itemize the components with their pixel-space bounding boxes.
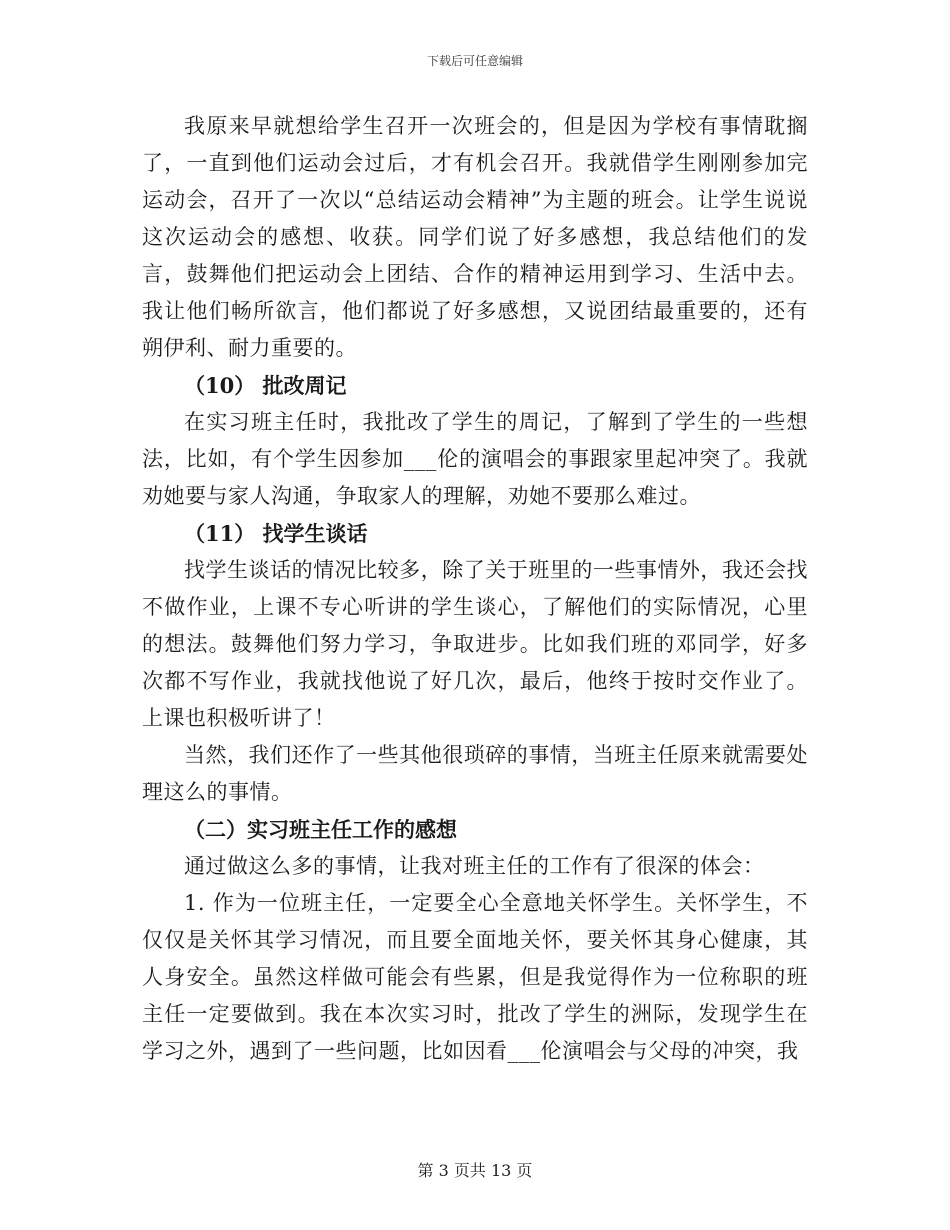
section-heading-weekly-journal: （10） 批改周记 bbox=[184, 373, 347, 398]
paragraph-trivial-matters: 当然，我们还作了一些其他很琐碎的事情，当班主任原来就需要处理这么的事情。 bbox=[142, 743, 808, 804]
page-header: 下载后可任意编辑 bbox=[426, 54, 523, 68]
paragraph-class-meeting: 我原来早就想给学生召开一次班会的，但是因为学校有事情耽搁了，一直到他们运动会过后，才有机会召开。我就借学生刚刚参加完运动会，召开了一次以“总结运动会精神”为主题的班会。让学生说说这次运动会的感想、收获。同学们说了好多感想，我总结他们的发言，鼓舞他们把运动会上团结、合作的精神运用到学习、生活中去。我让他们畅所欲言，他们都说了好多感想，又说团结最重要的，还有朔伊利、耐力重要的。 bbox=[142, 114, 808, 360]
paragraph-reflection-point-1: 1. 作为一位班主任，一定要全心全意地关怀学生。关怀学生，不仅仅是关怀其学习情况，而且要全面地关怀，要关怀其身心健康，其人身安全。虽然这样做可能会有些累，但是我觉得作为一位称职的班主任一定要做到。我在本次实习时，批改了学生的洲际，发现学生在学习之外，遇到了一些问题，比如因看___伦演唱会与父母的冲突，我 bbox=[142, 891, 808, 1063]
section-heading-student-talks: （11） 找学生谈话 bbox=[184, 521, 368, 546]
paragraph-weekly-journal: 在实习班主任时，我批改了学生的周记，了解到了学生的一些想法，比如，有个学生因参加___伦的演唱会的事跟家里起冲突了。我就劝她要与家人沟通，争取家人的理解，劝她不要那么难过。 bbox=[142, 410, 808, 508]
page-footer: 第 3 页共 13 页 bbox=[417, 1161, 533, 1180]
paragraph-reflections-intro: 通过做这么多的事情，让我对班主任的工作有了很深的体会： bbox=[184, 854, 765, 878]
document-body bbox=[142, 108, 808, 1070]
paragraph-student-talks: 找学生谈话的情况比较多，除了关于班里的一些事情外，我还会找不做作业，上课不专心听讲的学生谈心，了解他们的实际情况，心里的想法。鼓舞他们努力学习，争取进步。比如我们班的邓同学，好多次都不写作业，我就找他说了好几次，最后，他终于按时交作业了。上课也积极听讲了！ bbox=[142, 558, 808, 730]
section-heading-reflections: （二）实习班主任工作的感想 bbox=[184, 817, 457, 842]
